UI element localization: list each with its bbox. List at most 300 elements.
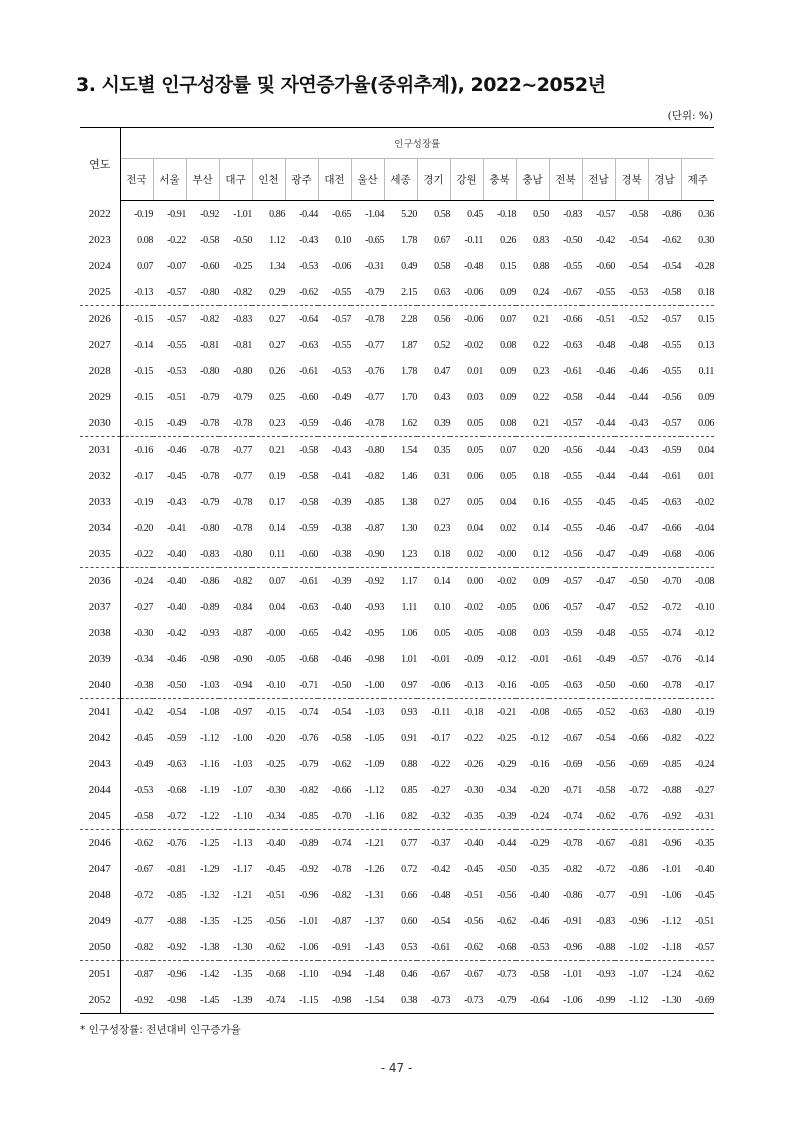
value-cell: -0.25 [233,260,252,272]
value-cell: 0.09 [500,391,516,403]
value-cell: -0.58 [563,391,582,403]
value-cell: -0.96 [629,915,648,927]
region-header: 세종 [384,159,417,201]
value-cell: -0.58 [648,279,681,306]
value-cell: -0.50 [582,672,615,699]
page-number: - 47 - [380,1061,413,1075]
value-cell: -0.58 [120,803,153,830]
value-cell: -0.74 [662,627,681,639]
value-cell: -0.96 [549,934,582,961]
value-cell: -0.43 [629,444,648,456]
value-cell: -0.82 [200,313,219,325]
value-cell: 0.67 [434,234,450,246]
value-cell: 0.53 [384,934,417,961]
value-cell: 1.01 [401,653,417,665]
value-cell: -0.46 [318,410,351,437]
value-cell: -0.78 [233,496,252,508]
value-cell: 1.78 [401,365,417,377]
value-cell: -0.90 [351,541,384,568]
value-cell: -0.63 [167,758,186,770]
value-cell: 0.03 [467,391,483,403]
value-cell: -0.17 [431,732,450,744]
value-cell: -1.05 [365,732,384,744]
value-cell: 0.22 [533,391,549,403]
value-cell: -0.22 [431,758,450,770]
value-cell: -0.77 [233,444,252,456]
value-cell: -1.26 [365,863,384,875]
value-cell: -0.76 [167,837,186,849]
value-cell: -0.51 [167,391,186,403]
value-cell: -1.24 [662,968,681,980]
value-cell: -0.57 [662,313,681,325]
region-header: 제주 [681,159,714,201]
value-cell: -0.57 [681,934,714,961]
value-cell: -1.39 [219,987,252,1014]
value-cell: -0.20 [134,522,153,534]
value-cell: -0.85 [167,889,186,901]
value-cell: -0.50 [563,234,582,246]
value-cell: -0.42 [167,627,186,639]
value-cell: -0.04 [695,522,714,534]
value-cell: -0.93 [596,968,615,980]
value-cell: -0.91 [318,934,351,961]
table-row [80,699,714,726]
value-cell: -0.05 [464,627,483,639]
value-cell: -0.34 [497,784,516,796]
value-cell: -0.65 [332,208,351,220]
value-cell: 1.06 [401,627,417,639]
value-cell: -0.94 [332,968,351,980]
value-cell: -0.45 [266,863,285,875]
value-cell: -0.28 [695,260,714,272]
value-cell: -0.48 [596,339,615,351]
value-cell: -0.57 [648,410,681,437]
value-cell: -0.15 [134,365,153,377]
value-cell: -0.86 [662,208,681,220]
value-cell: -0.87 [134,968,153,980]
value-cell: 0.08 [483,410,516,437]
value-cell: -0.51 [266,889,285,901]
value-cell: -1.54 [351,987,384,1014]
value-cell: 0.58 [434,208,450,220]
value-cell: -0.84 [233,601,252,613]
value-cell: -0.55 [662,365,681,377]
value-cell: -0.68 [648,541,681,568]
value-cell: 0.17 [269,496,285,508]
value-cell: -1.03 [186,672,219,699]
value-cell: -0.60 [200,260,219,272]
value-cell: -0.82 [120,934,153,961]
value-cell: -0.58 [530,968,549,980]
value-cell: -0.41 [167,522,186,534]
value-cell: 0.09 [500,365,516,377]
value-cell: -0.05 [266,653,285,665]
value-cell: -0.39 [332,575,351,587]
value-cell: -0.95 [365,627,384,639]
value-cell: -0.66 [662,522,681,534]
value-cell: -0.58 [332,732,351,744]
value-cell: -1.04 [365,208,384,220]
value-cell: 0.27 [269,339,285,351]
value-cell: -0.27 [695,784,714,796]
value-cell: -0.86 [563,889,582,901]
value-cell: -1.07 [233,784,252,796]
value-cell: -0.54 [629,234,648,246]
value-cell: 1.12 [269,234,285,246]
value-cell: 0.07 [269,575,285,587]
value-cell: -0.32 [417,803,450,830]
value-cell: -0.16 [483,672,516,699]
value-cell: -0.91 [167,208,186,220]
value-cell: -0.13 [120,279,153,306]
value-cell: -0.72 [134,889,153,901]
value-cell: 0.07 [500,444,516,456]
table-row [80,515,714,541]
value-cell: -0.80 [365,444,384,456]
value-cell: -1.00 [351,672,384,699]
value-cell: 0.13 [698,339,714,351]
value-cell: -1.31 [365,889,384,901]
value-cell: -0.56 [464,915,483,927]
value-cell: 1.30 [401,522,417,534]
value-cell: -0.77 [596,889,615,901]
year-cell: 2038 [80,620,120,646]
table-row [80,358,714,384]
value-cell: -0.76 [615,803,648,830]
year-cell: 2048 [80,882,120,908]
value-cell: -0.57 [629,653,648,665]
value-cell: -0.08 [695,575,714,587]
value-cell: -0.98 [153,987,186,1014]
value-cell: 0.58 [434,260,450,272]
value-cell: 0.45 [467,208,483,220]
value-cell: 0.14 [269,522,285,534]
value-cell: 0.52 [434,339,450,351]
value-cell: -0.47 [629,522,648,534]
value-cell: -1.21 [365,837,384,849]
value-cell: -0.17 [134,470,153,482]
unit-label: (단위: %) [667,110,713,122]
value-cell: -0.93 [200,627,219,639]
value-cell: -0.61 [662,470,681,482]
value-cell: -0.92 [120,987,153,1014]
value-cell: -0.56 [596,758,615,770]
value-cell: -0.60 [615,672,648,699]
value-cell: -0.45 [629,496,648,508]
value-cell: -0.24 [516,803,549,830]
value-cell: -0.62 [134,837,153,849]
value-cell: -0.66 [332,784,351,796]
value-cell: -0.49 [153,410,186,437]
value-cell: -0.60 [285,541,318,568]
region-header: 서울 [153,159,186,201]
value-cell: -0.34 [252,803,285,830]
value-cell: -1.38 [186,934,219,961]
value-cell: 0.01 [698,470,714,482]
table-body [80,201,714,1014]
value-cell: -0.55 [662,339,681,351]
value-cell: -0.80 [233,365,252,377]
value-cell: 2.15 [384,279,417,306]
value-cell: -0.44 [596,391,615,403]
value-cell: -0.07 [167,260,186,272]
value-cell: -1.01 [662,863,681,875]
value-cell: 0.97 [384,672,417,699]
value-cell: -0.78 [365,313,384,325]
region-header-row [80,159,714,201]
value-cell: -0.05 [516,672,549,699]
value-cell: 0.83 [533,234,549,246]
year-cell: 2045 [80,803,120,830]
value-cell: -0.54 [167,706,186,718]
value-cell: -0.10 [695,601,714,613]
value-cell: -0.59 [662,444,681,456]
value-cell: -0.25 [497,732,516,744]
value-cell: -0.76 [662,653,681,665]
table-row [80,646,714,672]
table-row [80,201,714,228]
table-row [80,882,714,908]
value-cell: -0.27 [431,784,450,796]
value-cell: -0.96 [299,889,318,901]
value-cell: -1.10 [299,968,318,980]
value-cell: -0.45 [464,863,483,875]
value-cell: 0.04 [500,496,516,508]
value-cell: -0.46 [332,653,351,665]
value-cell: 0.26 [500,234,516,246]
value-cell: -0.45 [134,732,153,744]
value-cell: -0.54 [596,732,615,744]
value-cell: -0.62 [285,279,318,306]
value-cell: -0.73 [417,987,450,1014]
value-cell: -0.31 [681,803,714,830]
value-cell: -0.53 [615,279,648,306]
value-cell: -0.55 [563,522,582,534]
region-header: 경북 [615,159,648,201]
value-cell: -0.53 [134,784,153,796]
value-cell: -0.26 [464,758,483,770]
value-cell: -0.70 [662,575,681,587]
value-cell: -0.54 [431,915,450,927]
value-cell: -0.69 [563,758,582,770]
value-cell: 0.35 [434,444,450,456]
value-cell: -0.57 [153,279,186,306]
year-cell: 2034 [80,515,120,541]
value-cell: -0.58 [596,784,615,796]
year-cell: 2032 [80,463,120,489]
value-cell: -0.77 [365,339,384,351]
value-cell: -0.79 [299,758,318,770]
value-cell: 1.70 [401,391,417,403]
value-cell: -0.63 [549,672,582,699]
value-cell: -0.56 [266,915,285,927]
year-cell: 2023 [80,227,120,253]
value-cell: -0.51 [464,889,483,901]
year-cell: 2036 [80,568,120,595]
value-cell: -0.67 [549,279,582,306]
value-cell: -0.53 [332,365,351,377]
value-cell: 0.50 [533,208,549,220]
value-cell: -1.06 [662,889,681,901]
group-header: 인구성장률 [120,128,714,159]
value-cell: -0.42 [332,627,351,639]
value-cell: -0.67 [563,732,582,744]
value-cell: -0.01 [431,653,450,665]
value-cell: 0.24 [516,279,549,306]
value-cell: 0.05 [467,496,483,508]
year-cell: 2046 [80,830,120,857]
region-header: 전남 [582,159,615,201]
value-cell: -0.88 [582,934,615,961]
value-cell: -0.61 [417,934,450,961]
year-cell: 2042 [80,725,120,751]
value-cell: -0.16 [530,758,549,770]
value-cell: -0.57 [332,313,351,325]
value-cell: -0.65 [299,627,318,639]
value-cell: -0.87 [233,627,252,639]
value-cell: 0.25 [269,391,285,403]
value-cell: -0.80 [200,522,219,534]
value-cell: -0.86 [200,575,219,587]
table-row [80,306,714,333]
value-cell: 0.93 [401,706,417,718]
value-cell: 0.23 [434,522,450,534]
value-cell: -0.71 [285,672,318,699]
value-cell: -0.99 [582,987,615,1014]
value-cell: -0.94 [219,672,252,699]
table-row [80,803,714,830]
year-cell: 2031 [80,437,120,464]
value-cell: -0.53 [516,934,549,961]
value-cell: 0.14 [533,522,549,534]
value-cell: -0.49 [596,653,615,665]
value-cell: -1.12 [200,732,219,744]
value-cell: -0.48 [629,339,648,351]
value-cell: -0.73 [497,968,516,980]
value-cell: -0.56 [549,541,582,568]
value-cell: 0.88 [533,260,549,272]
value-cell: -0.47 [582,541,615,568]
value-cell: 0.77 [401,837,417,849]
value-cell: -0.45 [695,889,714,901]
value-cell: -0.83 [563,208,582,220]
value-cell: -0.12 [497,653,516,665]
value-cell: -1.10 [219,803,252,830]
value-cell: -0.39 [483,803,516,830]
value-cell: 0.86 [269,208,285,220]
value-cell: 0.05 [434,627,450,639]
value-cell: -0.77 [365,391,384,403]
value-cell: -0.73 [450,987,483,1014]
year-cell: 2047 [80,856,120,882]
value-cell: -0.17 [681,672,714,699]
value-cell: -0.58 [200,234,219,246]
value-cell: -0.88 [167,915,186,927]
value-cell: -0.15 [134,313,153,325]
footnote: * 인구성장률: 전년대비 인구증가율 [80,1024,241,1036]
value-cell: -0.43 [167,496,186,508]
value-cell: 0.19 [269,470,285,482]
value-cell: 0.20 [533,444,549,456]
value-cell: -0.58 [299,444,318,456]
value-cell: -0.46 [530,915,549,927]
value-cell: -0.96 [167,968,186,980]
value-cell: -1.01 [233,208,252,220]
region-header: 전국 [120,159,153,201]
value-cell: -0.68 [167,784,186,796]
value-cell: 0.12 [516,541,549,568]
value-cell: -0.19 [134,496,153,508]
year-cell: 2040 [80,672,120,699]
value-cell: -0.30 [464,784,483,796]
value-cell: 0.07 [500,313,516,325]
value-cell: -0.44 [596,444,615,456]
value-cell: 1.62 [384,410,417,437]
table-row [80,568,714,595]
value-cell: -0.49 [615,541,648,568]
value-cell: -0.54 [332,706,351,718]
value-cell: 1.54 [401,444,417,456]
table-row [80,253,714,279]
value-cell: -0.91 [563,915,582,927]
value-cell: -1.06 [549,987,582,1014]
value-cell: -0.40 [530,889,549,901]
value-cell: -0.43 [615,410,648,437]
value-cell: -0.55 [582,279,615,306]
value-cell: -0.29 [530,837,549,849]
value-cell: -0.53 [167,365,186,377]
value-cell: -0.56 [497,889,516,901]
value-cell: -0.30 [134,627,153,639]
value-cell: -0.22 [167,234,186,246]
value-cell: -0.70 [318,803,351,830]
value-cell: -1.12 [662,915,681,927]
value-cell: -0.74 [299,706,318,718]
value-cell: 1.46 [401,470,417,482]
value-cell: -0.55 [167,339,186,351]
value-cell: -0.91 [629,889,648,901]
value-cell: -0.40 [332,601,351,613]
value-cell: 0.06 [533,601,549,613]
year-cell: 2024 [80,253,120,279]
value-cell: 0.11 [252,541,285,568]
value-cell: -0.85 [285,803,318,830]
region-header: 울산 [351,159,384,201]
value-cell: -0.62 [332,758,351,770]
value-cell: -0.98 [318,987,351,1014]
table-row [80,830,714,857]
value-cell: -0.08 [497,627,516,639]
value-cell: -0.74 [332,837,351,849]
value-cell: -0.50 [497,863,516,875]
value-cell: 0.31 [434,470,450,482]
table-row [80,934,714,961]
value-cell: 0.27 [269,313,285,325]
value-cell: -0.49 [332,391,351,403]
value-cell: -1.13 [233,837,252,849]
value-cell: 1.17 [401,575,417,587]
value-cell: -1.17 [233,863,252,875]
value-cell: -0.89 [200,601,219,613]
value-cell: -1.02 [615,934,648,961]
value-cell: -0.06 [450,279,483,306]
value-cell: 0.08 [137,234,153,246]
value-cell: -0.66 [629,732,648,744]
value-cell: -0.50 [153,672,186,699]
value-cell: -0.55 [563,260,582,272]
value-cell: -0.47 [596,575,615,587]
value-cell: -1.30 [648,987,681,1014]
